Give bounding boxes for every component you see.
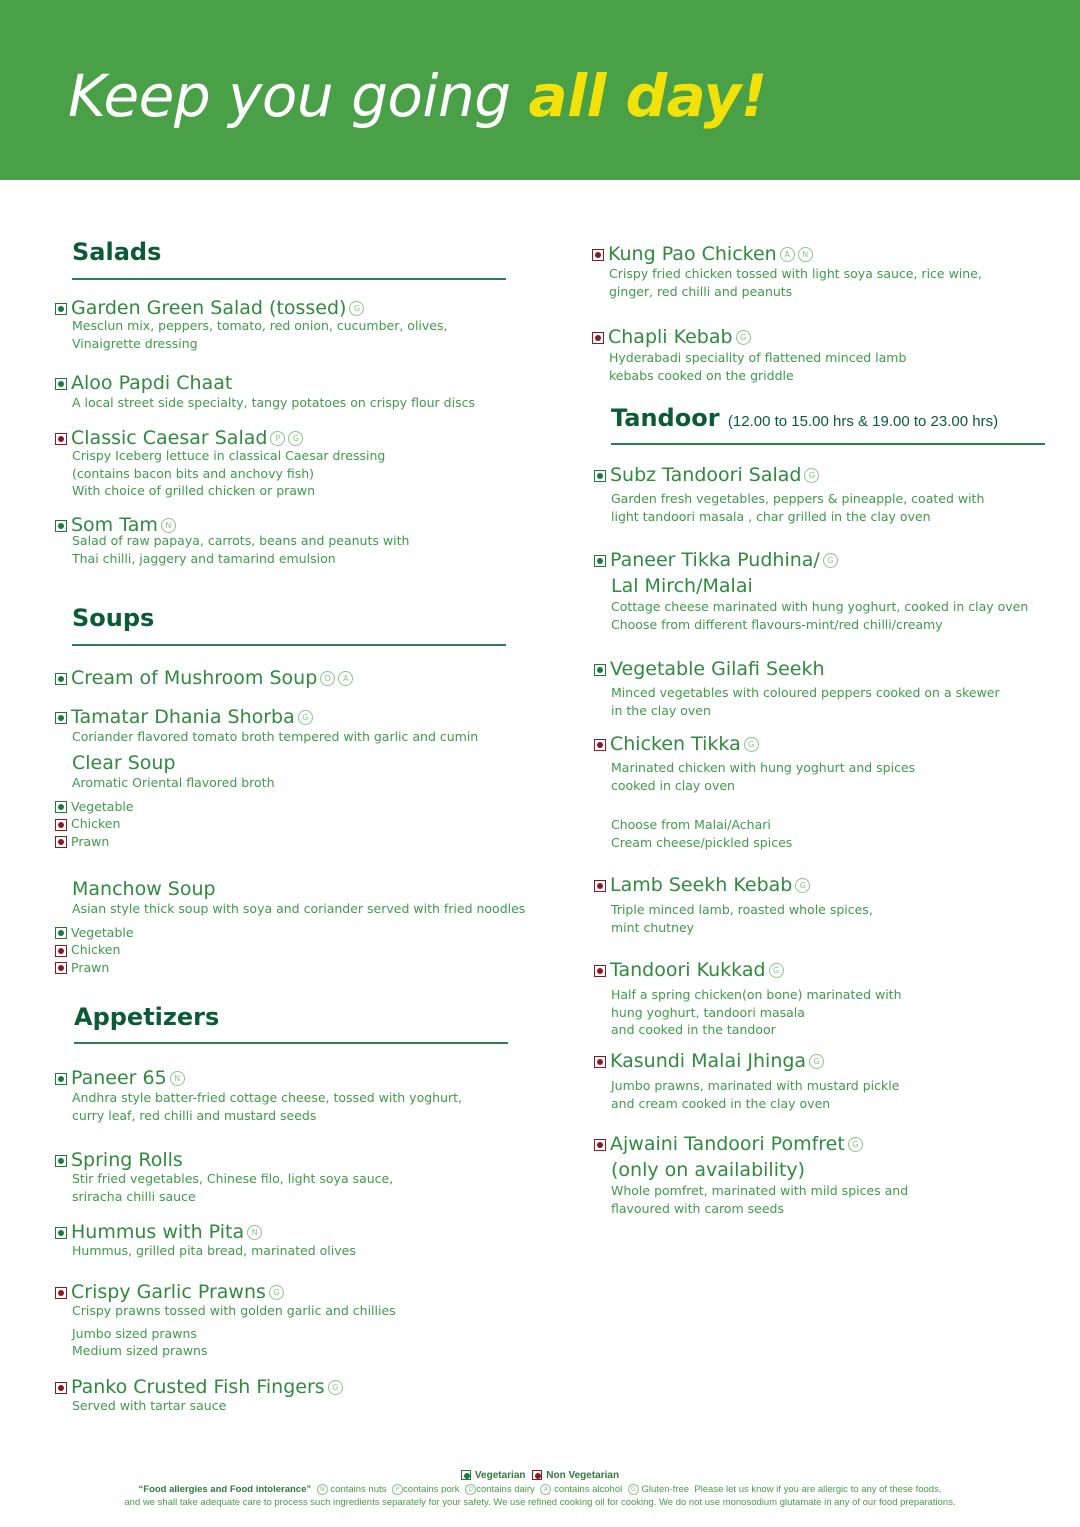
item-description: Marinated chicken with hung yoghurt and spices cooked in clay oven [611,760,916,793]
item-description: Half a spring chicken(on bone) marinated with hung yoghurt, tandoori masala and cooked in the tandoor [611,987,902,1037]
veg-mark-icon [55,712,67,724]
legend-alcohol: contains alcohol [554,1484,623,1496]
gluten-free-icon: G [288,431,303,446]
menu-item-name [55,1149,183,1171]
dairy-icon: D [465,1484,476,1495]
section-divider [72,278,506,280]
item-title: Tandoori Kukkad [610,959,766,981]
section-divider [72,644,506,646]
pork-icon: P [392,1484,403,1495]
gluten-free-icon: G [349,301,364,316]
gluten-free-icon: G [736,330,751,345]
soup-option [55,833,109,851]
legend-pork: contains pork [403,1484,460,1496]
soup-option [55,798,134,816]
item-title: Vegetable Gilafi Seekh [610,658,825,680]
item-title: Classic Caesar Salad [71,427,268,449]
tandoor-title: Tandoor [611,404,720,432]
gluten-free-icon: G [298,710,313,725]
item-title: Subz Tandoori Salad [610,464,802,486]
nonveg-mark-icon [55,1382,67,1394]
item-title: Crispy Garlic Prawns [71,1281,266,1303]
item-title: Paneer Tikka Pudhina/ [610,549,820,571]
item-title: Chapli Kebab [608,326,733,348]
item-title: Hummus with Pita [71,1221,245,1243]
item-description: Jumbo prawns, marinated with mustard pickle and cream cooked in the clay oven [611,1078,900,1111]
item-title: Ajwaini Tandoori Pomfret [610,1133,845,1155]
item-description: Crispy fried chicken tossed with light soya sauce, rice wine, ginger, red chilli and peanuts [609,266,982,299]
allergy-line-2: and we shall take adequate care to process such ingredients separately for your safety. We use refined cooking oil for cooking. We do not use monosodium glutamate in any of our food preparations. [124,1497,956,1508]
item-description: Mesclun mix, peppers, tomato, red onion, cucumber, olives, Vinaigrette dressing [72,318,448,351]
menu-item-name [592,243,813,265]
veg-mark-icon [55,927,67,939]
gluten-free-icon: G [328,1380,343,1395]
item-description: Coriander flavored tomato broth tempered with garlic and cumin [72,729,479,744]
item-description: Served with tartar sauce [72,1398,227,1413]
item-description: Asian style thick soup with soya and coriander served with fried noodles [72,901,526,916]
option-label: Prawn [71,959,110,975]
nonveg-mark-icon [594,1056,606,1068]
nonveg-mark-icon [532,1470,542,1480]
allergy-title: “Food allergies and Food intolerance” [138,1484,312,1496]
soup-option [55,815,120,833]
section-title-tandoor [611,404,998,432]
gluten-free-icon: G [848,1137,863,1152]
item-description: Stir fried vegetables, Chinese filo, light soya sauce, sriracha chilli sauce [72,1171,394,1204]
item-title: Aloo Papdi Chaat [71,372,233,394]
item-title: Panko Crusted Fish Fingers [71,1376,325,1398]
gluten-free-icon: G [269,1285,284,1300]
gluten-free-icon: G [628,1484,639,1495]
menu-item-name [594,658,825,680]
legend-veg: Vegetarian [474,1470,526,1481]
item-description: Hummus, grilled pita bread, marinated olives [72,1243,356,1258]
menu-item-name [592,326,751,348]
nonveg-mark-icon [594,965,606,977]
menu-item-name [55,1281,284,1303]
menu-item-name [55,297,364,319]
banner-title-highlight: all day! [528,62,767,130]
item-title: Garden Green Salad (tossed) [71,297,347,319]
menu-item-name [594,959,784,981]
item-description: Salad of raw papaya, carrots, beans and peanuts with Thai chilli, jaggery and tamarind emulsion [72,533,410,566]
item-description: Garden fresh vegetables, peppers & pineapple, coated with light tandoori masala , char grilled in the clay oven [611,491,985,524]
menu-item-name [594,549,838,571]
item-extra: Jumbo sized prawns Medium sized prawns [72,1325,208,1358]
legend-gluten: Gluten-free [641,1484,690,1496]
soup-option [55,924,134,942]
nonveg-mark-icon [55,945,67,957]
gluten-free-icon: G [809,1054,824,1069]
alcohol-icon: A [338,671,353,686]
nuts-icon: N [798,247,813,262]
nonveg-mark-icon [592,249,604,261]
nuts-icon: N [317,1484,328,1495]
legend-row [0,1470,1080,1481]
section-title-salads: Salads [72,238,162,266]
item-description: Aromatic Oriental flavored broth [72,775,275,790]
dairy-icon: D [320,671,335,686]
nonveg-mark-icon [55,836,67,848]
veg-mark-icon [55,1073,67,1085]
item-description: Cottage cheese marinated with hung yoghurt, cooked in clay oven Choose from different flavours-mint/red chilli/creamy [611,599,1029,632]
nonveg-mark-icon [55,962,67,974]
menu-item-name [55,1376,343,1398]
menu-item-name [55,427,303,449]
menu-item-name [72,878,216,900]
veg-mark-icon [55,1227,67,1239]
item-title: Som Tam [71,514,158,536]
item-title-cont: Lal Mirch/Malai [611,575,753,597]
soup-option [55,941,120,959]
alcohol-icon: A [780,247,795,262]
item-title: Paneer 65 [71,1067,167,1089]
item-title: Cream of Mushroom Soup [71,667,318,689]
menu-item-name [72,752,176,774]
nonveg-mark-icon [55,433,67,445]
section-title-appetizers: Appetizers [74,1003,220,1031]
nonveg-mark-icon [594,880,606,892]
option-label: Vegetable [71,924,134,940]
item-description: Crispy Iceberg lettuce in classical Caesar dressing (contains bacon bits and anchovy fish) With choice of grilled chicken or prawn [72,448,386,498]
item-description: Hyderabadi speciality of flattened minced lamb kebabs cooked on the griddle [609,350,907,383]
item-description: Triple minced lamb, roasted whole spices, mint chutney [611,902,873,935]
menu-item-name [594,874,810,896]
option-label: Prawn [71,833,110,849]
gluten-free-icon: G [804,468,819,483]
item-title: Kasundi Malai Jhinga [610,1050,807,1072]
item-extra: Choose from Malai/Achari Cream cheese/pickled spices [611,817,793,850]
legend-nonveg: Non Vegetarian [546,1470,620,1481]
veg-mark-icon [55,303,67,315]
option-label: Chicken [71,942,121,957]
menu-item-name [55,1221,262,1243]
veg-mark-icon [55,1155,67,1167]
veg-mark-icon [594,470,606,482]
nonveg-mark-icon [594,739,606,751]
allergy-note: Please let us know if you are allergic to any of these foods, [694,1484,942,1496]
item-title: Kung Pao Chicken [608,243,777,265]
item-title-cont: (only on availability) [611,1159,806,1181]
veg-mark-icon [594,555,606,567]
soup-option [55,959,109,977]
tandoor-hours: (12.00 to 15.00 hrs & 19.00 to 23.00 hrs) [727,413,999,430]
item-title: Spring Rolls [71,1149,183,1171]
item-title: Clear Soup [72,752,176,774]
section-divider [611,443,1045,445]
banner-title [68,62,767,130]
section-title-soups: Soups [72,604,155,632]
gluten-free-icon: G [769,963,784,978]
section-divider [74,1042,508,1044]
alcohol-icon: A [540,1484,551,1495]
item-title: Manchow Soup [72,878,216,900]
menu-item-name [594,733,759,755]
item-title: Chicken Tikka [610,733,741,755]
legend-dairy: contains dairy [476,1484,535,1496]
item-description: Minced vegetables with coloured peppers cooked on a skewer in the clay oven [611,685,1000,718]
option-label: Chicken [71,816,121,831]
menu-item-name [55,706,313,728]
banner-title-plain: Keep you going [68,62,529,130]
legend-nuts: contains nuts [330,1484,387,1496]
nonveg-mark-icon [592,332,604,344]
allergy-line-1 [0,1484,1080,1495]
menu-item-name [594,1133,863,1155]
gluten-free-icon: G [744,737,759,752]
menu-item-name [55,667,353,689]
item-title: Tamatar Dhania Shorba [71,706,295,728]
nonveg-mark-icon [55,1287,67,1299]
item-description: Whole pomfret, marinated with mild spices and flavoured with carom seeds [611,1183,909,1216]
gluten-free-icon: G [795,878,810,893]
nonveg-mark-icon [55,819,67,831]
gluten-free-icon: G [823,553,838,568]
item-description: Andhra style batter-fried cottage cheese, tossed with yoghurt, curry leaf, red chilli and mustard seeds [72,1090,463,1123]
menu-item-name [594,1050,824,1072]
veg-mark-icon [55,673,67,685]
veg-mark-icon [461,1470,471,1480]
menu-item-name [55,1067,185,1089]
item-description: Crispy prawns tossed with golden garlic and chillies [72,1303,396,1318]
menu-item-name [594,464,819,486]
menu-item-name [55,372,232,394]
nuts-icon: N [170,1071,185,1086]
pork-icon: P [270,431,285,446]
nuts-icon: N [247,1225,262,1240]
option-label: Vegetable [71,798,134,814]
header-banner [0,0,1080,180]
veg-mark-icon [594,664,606,676]
veg-mark-icon [55,801,67,813]
veg-mark-icon [55,378,67,390]
item-title: Lamb Seekh Kebab [610,874,793,896]
veg-mark-icon [55,520,67,532]
nonveg-mark-icon [594,1139,606,1151]
nuts-icon: N [161,518,176,533]
item-description: A local street side specialty, tangy potatoes on crispy flour discs [72,395,475,410]
